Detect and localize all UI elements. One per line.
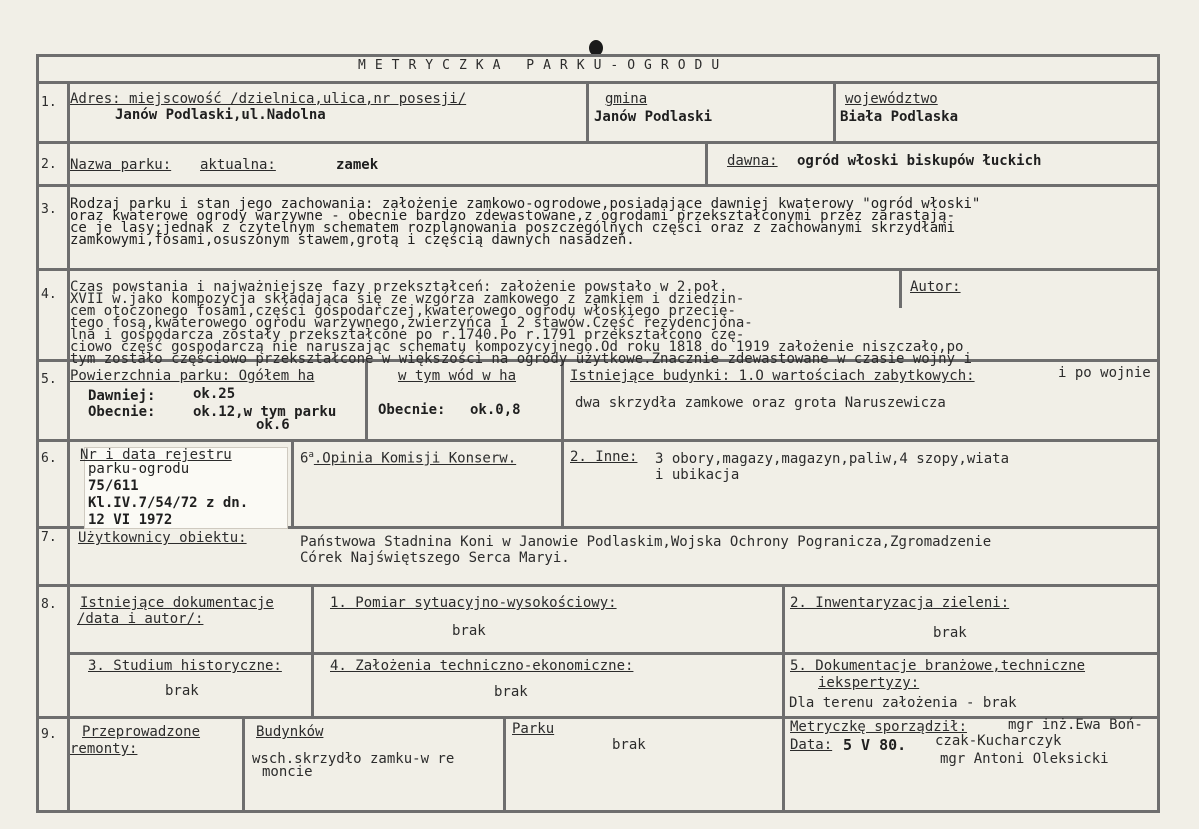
industry-docs-value: Dla terenu założenia - brak	[789, 695, 1017, 711]
author-label: Autor:	[910, 279, 961, 295]
registry-date: 12 VI 1972	[88, 512, 173, 528]
other-buildings-value-1: 3 obory,magazy,magazyn,paliw,4 szopy,wiata	[655, 451, 1010, 467]
history-text-tail: i po wojnie	[1058, 365, 1151, 381]
frame-right	[1157, 54, 1160, 813]
greenery-inventory-value: brak	[933, 625, 967, 641]
divider-r5	[36, 439, 1160, 442]
current-name-value: zamek	[336, 157, 379, 173]
prepared-by-name-2: czak-Kucharczyk	[935, 733, 1062, 749]
row-number-1: 1.	[41, 95, 57, 110]
water-now-label: Obecnie:	[378, 402, 446, 418]
water-now-value: ok.0,8	[470, 402, 521, 418]
date-value: 5 V 80.	[843, 736, 907, 754]
buildings-renovation-value-2: moncie	[262, 764, 313, 780]
registry-label-2: parku-ogrodu	[88, 461, 190, 477]
r9-divider-1	[242, 716, 245, 813]
r5-divider-2	[561, 359, 564, 529]
buildings-label: Istniejące budynki: 1.O wartościach zabytkowych:	[570, 368, 975, 384]
survey-label: 1. Pomiar sytuacyjno-wysokościowy:	[330, 595, 617, 611]
water-area-label: w tym wód w ha	[398, 368, 517, 384]
park-renovation-value: brak	[612, 737, 646, 753]
voivodeship-value: Biała Podlaska	[840, 109, 959, 125]
divider-r8a	[70, 652, 1160, 655]
registry-number: 75/611	[88, 478, 139, 494]
row-number-4: 4.	[41, 287, 57, 302]
other-buildings-value-2: i ubikacja	[655, 467, 740, 483]
divider-r1	[36, 141, 1160, 144]
date-label: Data:	[790, 737, 833, 753]
divider-r3	[36, 268, 1160, 271]
former-name-label: dawna:	[727, 153, 778, 169]
r8-divider-1	[311, 584, 314, 719]
users-value-1: Państwowa Stadnina Koni w Janowie Podlaskim,Wojska Ochrony Pogranicza,Zgromadzenie	[300, 534, 992, 550]
history-text: Czas powstania i najważniejsze fazy przekształceń: założenie powstało w 2.poł. XVII w.jako kompozycja składająca się ze wzgórza zamkowego z zamkiem i dziedzin- cem otoczonego fosami,części gospodarczej,kwaterowego ogrodu włoskiego przecię- tego fosą,kwaterowego ogrodu warzywnego,zwierzyńca i 2 stawów.Część rezydencjona- lna i gospodarcza zostały przekształcone po r.1740.Po r.1791 przekształcono czę- ciowo część gospodarczą nie naruszając schematu kompozycyjnego.Od roku 1818 do 1919 założenie niszczało,po tym zostało częściowo przekształcone w większości na ogrody użytkowe.Znacznie zdewastowane w czasie wojny i	[70, 279, 972, 367]
registry-label: Nr i data rejestru	[80, 447, 232, 463]
r6-divider	[291, 439, 294, 529]
renovations-label-1: Przeprowadzone	[82, 724, 201, 740]
opinion-label-text: .Opinia Komisji Konserw.	[313, 450, 517, 467]
former-name-value: ogród włoski biskupów łuckich	[797, 153, 1042, 169]
buildings-renovation-value-1: wsch.skrzydło zamku-w re	[252, 751, 455, 767]
area-now-label: Obecnie:	[88, 404, 156, 420]
frame-top	[36, 54, 1160, 57]
technical-assumptions-value: brak	[494, 684, 528, 700]
current-name-label: aktualna:	[200, 157, 276, 173]
row-number-6: 6.	[41, 451, 57, 466]
area-label: Powierzchnia parku: Ogółem ha	[70, 368, 315, 384]
divider-r8	[36, 716, 1160, 719]
survey-value: brak	[452, 623, 486, 639]
r8-divider-2	[782, 584, 785, 719]
technical-assumptions-label: 4. Założenia techniczno-ekonomiczne:	[330, 658, 634, 674]
prepared-by-label: Metryczkę sporządził:	[790, 719, 968, 735]
historical-study-label: 3. Studium historyczne:	[88, 658, 282, 674]
buildings-renovation-label: Budynków	[256, 724, 324, 740]
greenery-inventory-label: 2. Inwentaryzacja zieleni:	[790, 595, 1010, 611]
opinion-number: 6	[300, 450, 309, 467]
area-now-park: ok.6	[256, 417, 290, 433]
historical-study-value: brak	[165, 683, 199, 699]
r9-divider-3	[782, 716, 785, 813]
area-before-value: ok.25	[193, 386, 236, 402]
docs-label-1: Istniejące dokumentacje	[80, 595, 274, 611]
park-name-label: Nazwa parku:	[70, 157, 172, 173]
industry-docs-label-2: iekspertyzy:	[818, 675, 920, 691]
frame-bottom	[36, 810, 1160, 813]
address-value: Janów Podlaski,ul.Nadolna	[115, 107, 326, 123]
industry-docs-label-1: 5. Dokumentacje branżowe,techniczne	[790, 658, 1086, 674]
park-renovation-label: Parku	[512, 721, 555, 737]
voivodeship-label: województwo	[845, 91, 938, 107]
registry-reference: Kl.IV.7/54/72 z dn.	[88, 495, 249, 511]
park-type-state-text: Rodzaj parku i stan jego zachowania: założenie zamkowo-ogrodowe,posiadające dawniej kwaterowy "ogród włoski" oraz kwaterowe ogrody warzywne - obecnie bardzo zdewastowane,z ogrodami przekształconymi przez zarastają- ce je lasy;jednak z czytelnym schematem rozplanowania poszczególnych części oraz z zachowanymi skrzydłami zamkowymi,fosami,osuszonym stawem,grotą i częścią dawnych nasadzeń.	[70, 196, 981, 248]
r2-divider	[705, 141, 708, 187]
r1-divider-1	[586, 81, 589, 143]
opinion-label	[300, 448, 516, 467]
users-label: Użytkownicy obiektu:	[78, 530, 247, 546]
row-number-5: 5.	[41, 372, 57, 387]
r9-divider-2	[503, 716, 506, 813]
docs-label-2: /data i autor/:	[77, 611, 204, 627]
card-title: METRYCZKA PARKU-OGRODU	[358, 58, 729, 73]
number-column	[67, 81, 70, 813]
row-number-7: 7.	[41, 530, 57, 545]
renovations-label-2: remonty:	[70, 741, 138, 757]
address-label: Adres: miejscowość /dzielnica,ulica,nr posesji/	[70, 91, 467, 107]
area-before-label: Dawniej:	[88, 388, 156, 404]
row-number-3: 3.	[41, 202, 57, 217]
row-number-2: 2.	[41, 157, 57, 172]
prepared-by-name-3: mgr Antoni Oleksicki	[940, 751, 1109, 767]
prepared-by-name-1: mgr inż.Ewa Boń-	[1008, 717, 1143, 733]
divider-r2	[36, 184, 1160, 187]
row-number-8: 8.	[41, 597, 57, 612]
divider-title	[36, 81, 1160, 84]
frame-left	[36, 54, 39, 813]
gmina-label: gmina	[605, 91, 648, 107]
users-value-2: Córek Najświętszego Serca Maryi.	[300, 550, 570, 566]
other-buildings-label: 2. Inne:	[570, 449, 638, 465]
divider-r7	[36, 584, 1160, 587]
opinion-sup: a	[308, 450, 314, 460]
r5-divider-1	[365, 359, 368, 442]
row-number-9: 9.	[41, 727, 57, 742]
r1-divider-2	[833, 81, 836, 143]
buildings-value: dwa skrzydła zamkowe oraz grota Naruszewicza	[575, 395, 946, 411]
area-now-value: ok.12,w tym parku	[193, 404, 337, 420]
gmina-value: Janów Podlaski	[594, 109, 713, 125]
